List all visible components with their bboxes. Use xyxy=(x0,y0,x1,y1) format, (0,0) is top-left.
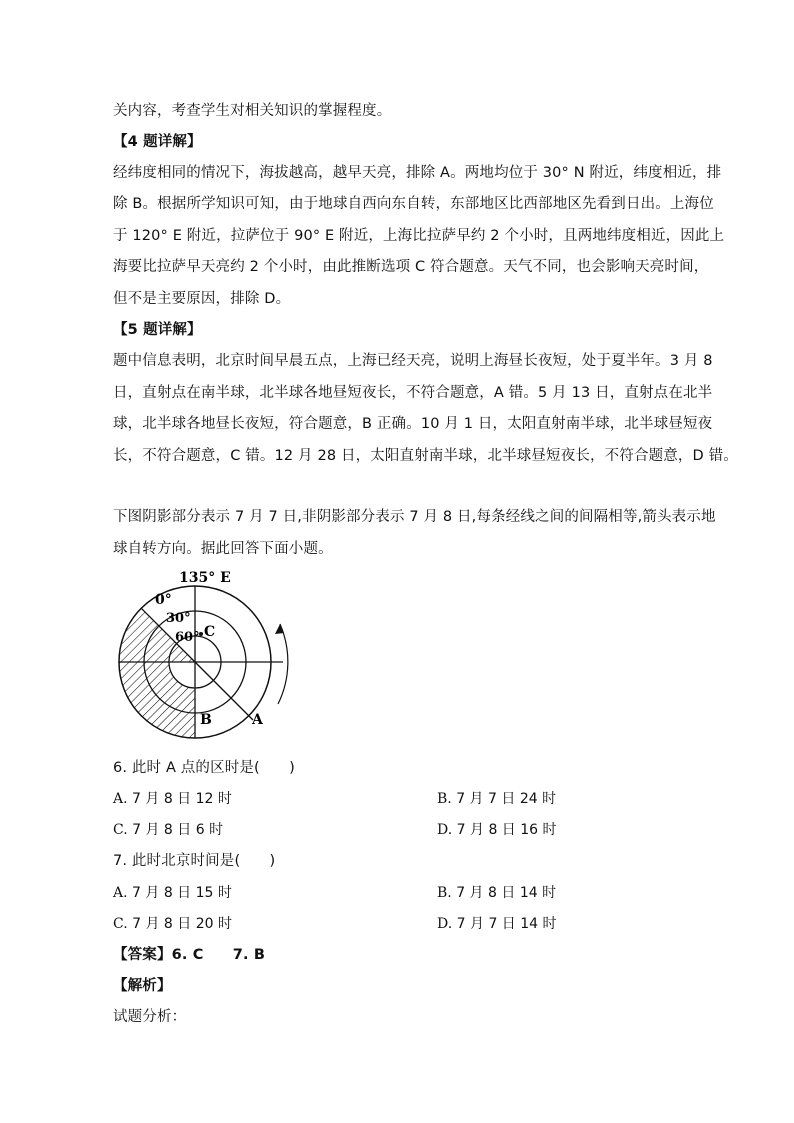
polar-view-figure xyxy=(108,564,308,744)
analysis-heading: 【解析】 xyxy=(113,978,172,994)
paragraph-line: 日，直射点在南半球，北半球各地昼短夜长，不符合题意，A 错。5 月 13 日，直射点在北半 xyxy=(113,385,713,401)
option-text: 7 月 8 日 6 时 xyxy=(132,822,224,838)
paragraph-line: 关内容，考查学生对相关知识的掌握程度。 xyxy=(113,103,392,119)
section-heading-4: 【4 题详解】 xyxy=(113,134,202,150)
paragraph-line: 长，不符合题意，C 错。12 月 28 日，太阳直射南半球，北半球昼短夜长，不符合题意，D 错。 xyxy=(113,448,738,464)
option-key: C. xyxy=(113,916,128,932)
label-135e: 135° E xyxy=(179,570,231,586)
q7-option-b[interactable] xyxy=(437,883,556,903)
option-text: 7 月 8 日 16 时 xyxy=(456,822,557,838)
label-point-c: C xyxy=(204,624,216,640)
option-key: C. xyxy=(113,822,128,838)
question-7-stem: 7. 此时北京时间是( ) xyxy=(113,853,276,869)
q6-option-b[interactable] xyxy=(437,789,556,809)
rotation-arrow xyxy=(278,624,288,704)
option-key: A. xyxy=(113,885,128,901)
label-point-b: B xyxy=(200,712,212,728)
paragraph-line: 于 120° E 附近，拉萨位于 90° E 附近，上海比拉萨早约 2 个小时，且两地纬度相近，因此上 xyxy=(113,228,725,244)
question-intro-line: 下图阴影部分表示 7 月 7 日,非阴影部分表示 7 月 8 日,每条经线之间的间隔相等,箭头表示地 xyxy=(113,509,716,525)
paragraph-line: 除 B。根据所学知识可知，由于地球自西向东自转，东部地区比西部地区先看到日出。上海位 xyxy=(113,196,714,212)
q6-option-d[interactable] xyxy=(437,820,557,840)
paragraph-line: 经纬度相同的情况下，海拔越高，越早天亮，排除 A。两地均位于 30° N 附近，纬度相近，排 xyxy=(113,165,722,181)
option-key: A. xyxy=(113,791,128,807)
option-text: 7 月 7 日 14 时 xyxy=(456,916,557,932)
label-30-degree: 30° xyxy=(166,611,191,626)
answer-line: 【答案】6. C 7. B xyxy=(113,947,266,963)
analysis-text: 试题分析： xyxy=(113,1009,187,1025)
label-0-degree: 0° xyxy=(155,592,172,608)
paragraph-line: 题中信息表明，北京时间早晨五点，上海已经天亮，说明上海昼长夜短，处于夏半年。3 月 8 xyxy=(113,353,713,369)
section-heading-5: 【5 题详解】 xyxy=(113,322,202,338)
paragraph-line: 球，北半球各地昼长夜短，符合题意，B 正确。10 月 1 日，太阳直射南半球，北半球昼短夜 xyxy=(113,416,713,432)
q6-option-a[interactable] xyxy=(113,789,232,809)
option-key: D. xyxy=(437,822,453,838)
option-text: 7 月 7 日 24 时 xyxy=(456,791,557,807)
paragraph-line: 海要比拉萨早天亮约 2 个小时，由此推断选项 C 符合题意。天气不同，也会影响天亮时间， xyxy=(113,259,709,275)
question-intro-line: 球自转方向。据此回答下面小题。 xyxy=(113,541,333,557)
label-60-degree: 60° xyxy=(175,630,200,645)
question-6-stem: 6. 此时 A 点的区时是( ) xyxy=(113,760,295,776)
option-key: B. xyxy=(437,885,452,901)
label-point-a: A xyxy=(252,712,263,728)
option-key: D. xyxy=(437,916,453,932)
q7-option-c[interactable] xyxy=(113,914,232,934)
option-key: B. xyxy=(437,791,452,807)
option-text: 7 月 8 日 20 时 xyxy=(132,916,233,932)
paragraph-line: 但不是主要原因，排除 D。 xyxy=(113,291,291,307)
option-text: 7 月 8 日 15 时 xyxy=(132,885,232,901)
option-text: 7 月 8 日 14 时 xyxy=(456,885,557,901)
q7-option-d[interactable] xyxy=(437,914,557,934)
option-text: 7 月 8 日 12 时 xyxy=(132,791,232,807)
q6-option-c[interactable] xyxy=(113,820,223,840)
q7-option-a[interactable] xyxy=(113,883,232,903)
